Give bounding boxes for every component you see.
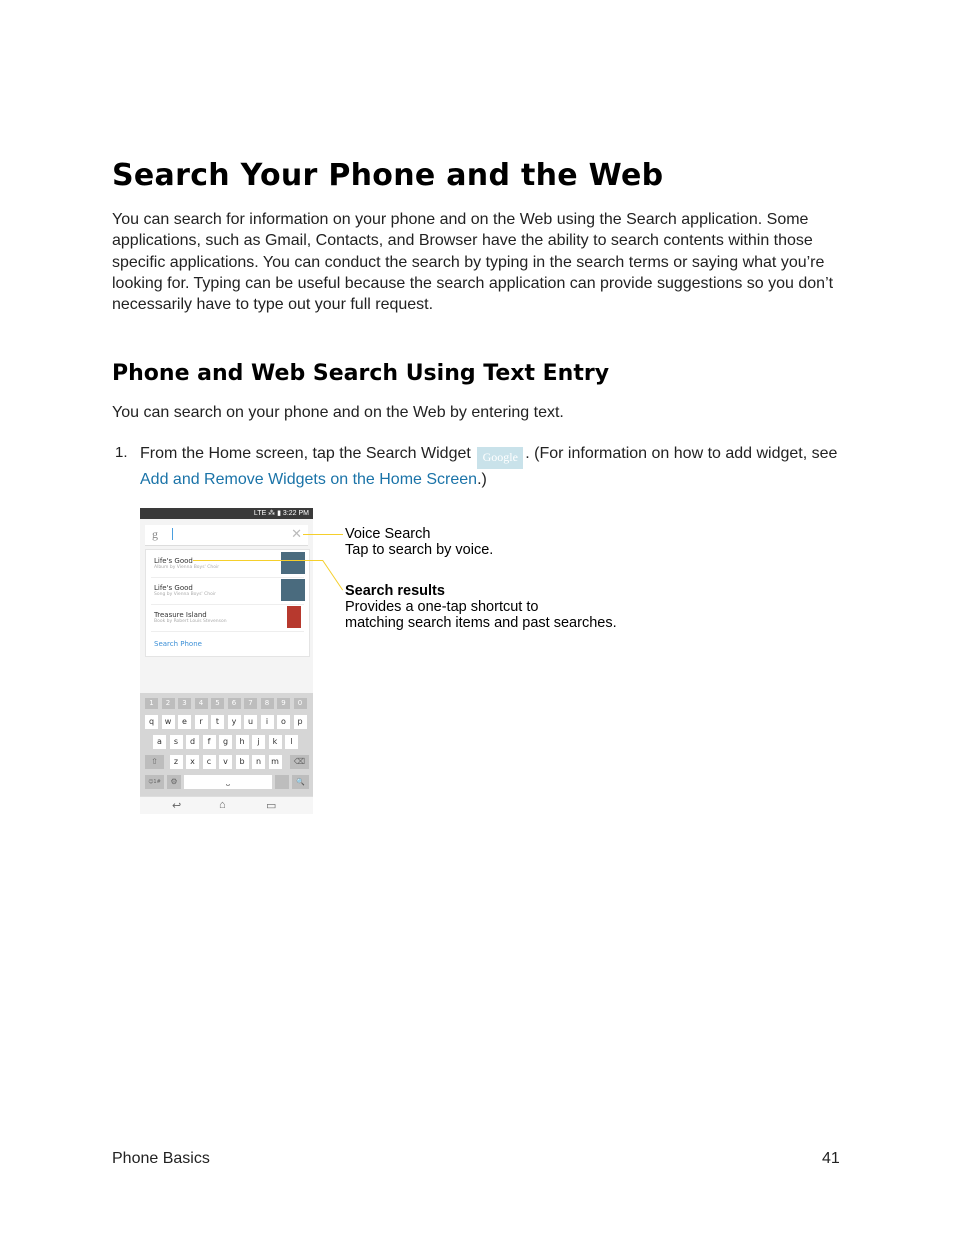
divider: [151, 577, 304, 578]
number-key[interactable]: 1: [145, 698, 158, 709]
result-item[interactable]: [154, 557, 219, 570]
letter-key[interactable]: t: [211, 715, 224, 729]
search-box[interactable]: [145, 525, 308, 546]
text-caret: [172, 528, 175, 540]
number-key[interactable]: 7: [244, 698, 257, 709]
letter-key[interactable]: r: [195, 715, 208, 729]
results-callout-diagonal: [322, 560, 343, 590]
letter-key[interactable]: c: [203, 755, 216, 769]
section-subtext: You can search on your phone and on the Web by entering text.: [112, 404, 564, 421]
step-number: 1.: [115, 444, 128, 461]
letter-key[interactable]: k: [269, 735, 282, 749]
number-key[interactable]: 8: [261, 698, 274, 709]
letter-key[interactable]: x: [186, 755, 199, 769]
song-thumbnail: [281, 579, 305, 601]
voice-callout-line: [303, 534, 343, 535]
number-key[interactable]: 9: [277, 698, 290, 709]
back-icon[interactable]: ↩: [172, 800, 182, 812]
results-callout-line: [193, 560, 323, 561]
step-text: [140, 443, 840, 490]
key-row-4: [144, 775, 309, 789]
result-title: Life's Good: [154, 584, 193, 592]
result-title: Life's Good: [154, 557, 193, 565]
result-subtitle: Book by Robert Louis Stevenson: [154, 619, 227, 624]
page-title: Search Your Phone and the Web: [112, 158, 664, 193]
letter-key[interactable]: s: [170, 735, 183, 749]
recent-apps-icon[interactable]: ▭: [266, 800, 277, 812]
navigation-bar: [140, 796, 313, 814]
backspace-key[interactable]: ⌫: [290, 755, 309, 769]
letter-key[interactable]: b: [236, 755, 249, 769]
search-results-callout: [345, 583, 617, 631]
voice-search-desc: Tap to search by voice.: [345, 542, 494, 558]
letter-key[interactable]: z: [170, 755, 183, 769]
letter-key[interactable]: u: [244, 715, 257, 729]
status-bar: LTE ⁂ ▮ 3:22 PM: [140, 508, 313, 519]
number-key[interactable]: 3: [178, 698, 191, 709]
intro-paragraph: You can search for information on your phone and on the Web using the Search application. Some applications, such as Gmail, Contacts, and Browser have the ability to search contents within those specific applications. You can conduct the search by typing in the search terms or saying what you’re looking for. Typing can be useful because the search application can provide suggestions so you don’t necessarily have to type out your full request.: [112, 211, 834, 314]
search-results-desc-2: matching search items and past searches.: [345, 615, 617, 631]
search-phone-link[interactable]: Search Phone: [154, 640, 202, 648]
key-row-2: [144, 735, 309, 749]
page-number: 41: [822, 1150, 840, 1167]
number-key[interactable]: 4: [195, 698, 208, 709]
letter-key[interactable]: w: [162, 715, 175, 729]
step-text-after: .): [477, 471, 487, 488]
letter-key[interactable]: g: [219, 735, 232, 749]
letter-key[interactable]: y: [228, 715, 241, 729]
letter-key[interactable]: l: [285, 735, 298, 749]
letter-key[interactable]: q: [145, 715, 158, 729]
home-icon[interactable]: ⌂: [219, 799, 226, 811]
step-text-middle: . (For information on how to add widget, see: [525, 445, 838, 462]
search-results-desc-1: Provides a one-tap shortcut to: [345, 599, 539, 615]
result-title: Treasure Island: [154, 611, 207, 619]
comma-key[interactable]: [275, 775, 289, 789]
letter-key[interactable]: e: [178, 715, 191, 729]
letter-key[interactable]: i: [261, 715, 274, 729]
step-text-before: From the Home screen, tap the Search Widget: [140, 445, 476, 462]
settings-key[interactable]: ⚙: [167, 775, 181, 789]
result-item[interactable]: [154, 611, 227, 624]
section-heading: Phone and Web Search Using Text Entry: [112, 361, 610, 386]
search-key-icon[interactable]: 🔍: [292, 775, 309, 789]
key-row-1: [144, 715, 309, 729]
search-results-title: Search results: [345, 583, 445, 599]
number-key[interactable]: 0: [294, 698, 307, 709]
search-results-list: [145, 549, 310, 657]
number-key[interactable]: 5: [211, 698, 224, 709]
letter-key[interactable]: j: [252, 735, 265, 749]
voice-search-callout: [345, 526, 493, 558]
key-row-3: [144, 755, 309, 769]
divider: [151, 604, 304, 605]
footer-section: Phone Basics: [112, 1150, 210, 1167]
divider: [151, 631, 304, 632]
result-subtitle: Song by Vienna Boys' Choir: [154, 592, 216, 597]
book-thumbnail: [287, 606, 301, 628]
number-row: [144, 698, 309, 712]
number-key[interactable]: 2: [162, 698, 175, 709]
add-remove-widgets-link[interactable]: Add and Remove Widgets on the Home Screen: [140, 471, 478, 488]
voice-search-title: Voice Search: [345, 526, 431, 542]
album-thumbnail: [281, 552, 305, 574]
shift-key[interactable]: ⇧: [145, 755, 164, 769]
letter-key[interactable]: h: [236, 735, 249, 749]
result-item[interactable]: [154, 584, 216, 597]
phone-screenshot: [140, 508, 313, 814]
letter-key[interactable]: o: [277, 715, 290, 729]
number-key[interactable]: 6: [228, 698, 241, 709]
google-search-widget-icon: Google: [477, 447, 523, 469]
letter-key[interactable]: m: [269, 755, 282, 769]
letter-key[interactable]: n: [252, 755, 265, 769]
google-g-icon: g: [152, 527, 158, 541]
keyboard: [140, 693, 313, 797]
space-key[interactable]: ⎵: [184, 775, 272, 789]
letter-key[interactable]: f: [203, 735, 216, 749]
clear-icon[interactable]: ✕: [291, 526, 302, 541]
letter-key[interactable]: a: [153, 735, 166, 749]
letter-key[interactable]: v: [219, 755, 232, 769]
letter-key[interactable]: d: [186, 735, 199, 749]
letter-key[interactable]: p: [294, 715, 307, 729]
symbols-key[interactable]: ☺1#: [145, 775, 164, 789]
result-subtitle: Album by Vienna Boys' Choir: [154, 565, 220, 570]
